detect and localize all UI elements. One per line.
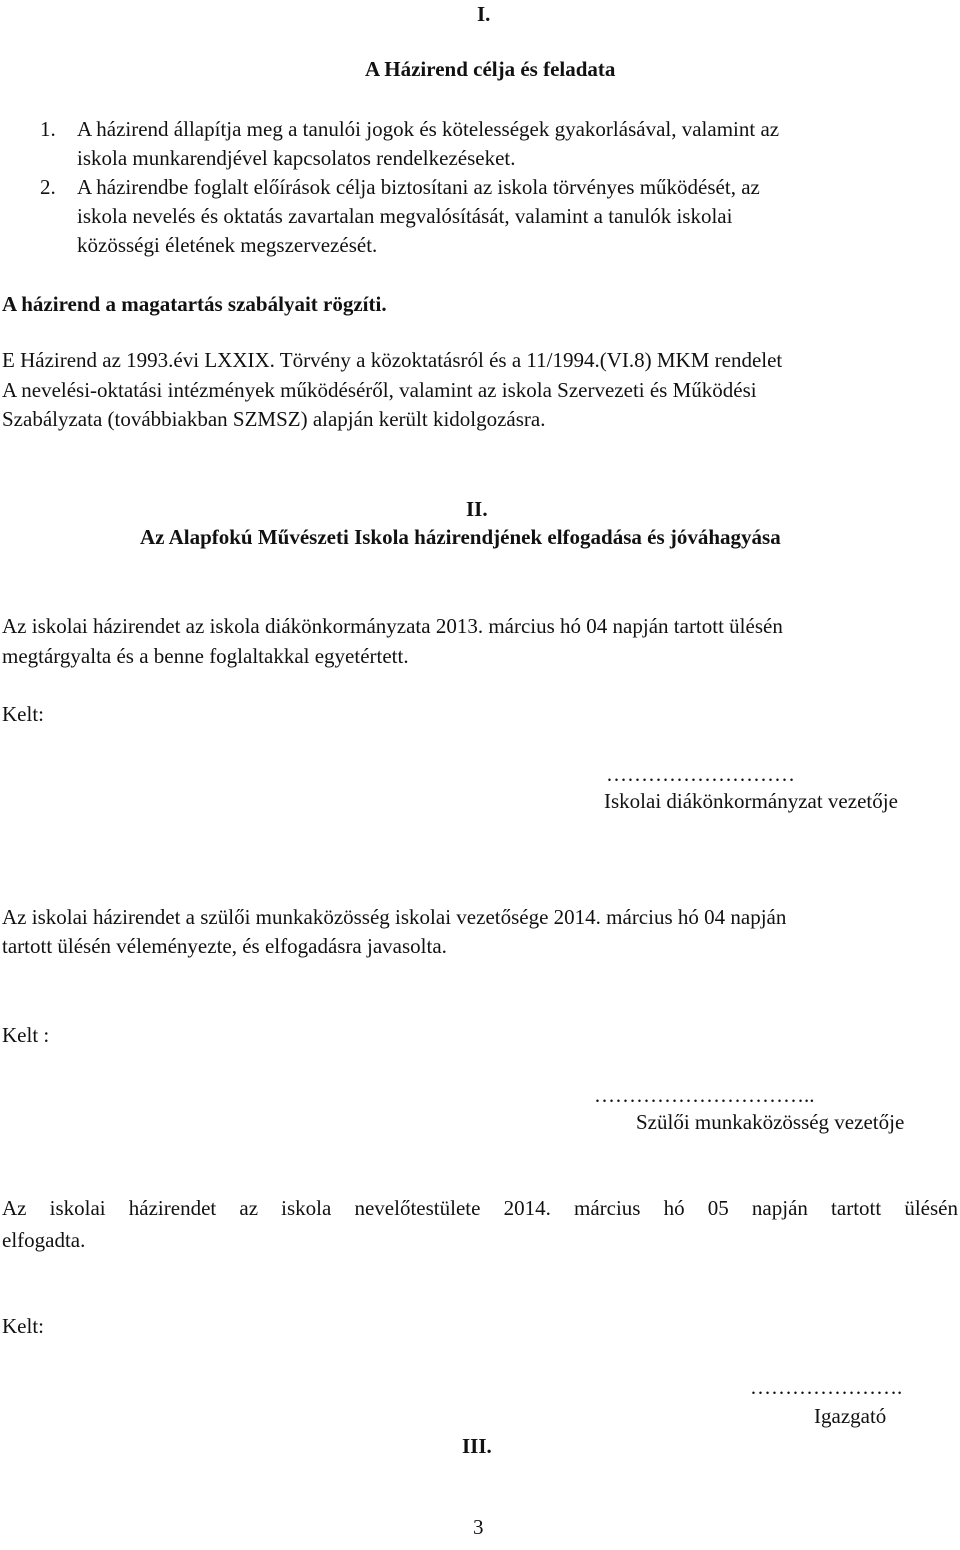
paragraph-line: elfogadta. [2,1228,86,1252]
section-1-title: A Házirend célja és feladata [365,57,616,81]
paragraph-line: A nevelési-oktatási intézmények működéséről, valamint az iskola Szervezeti és Működési [2,378,757,402]
section-3-roman: III. [462,1434,492,1458]
signature-caption: Iskolai diákönkormányzat vezetője [604,789,898,813]
paragraph-line: Az iskolai házirendet a szülői munkaközösség iskolai vezetősége 2014. március hó 04 napján [2,905,787,929]
paragraph-line: megtárgyalta és a benne foglaltakkal egyetértett. [2,644,409,668]
list-line: közösségi életének megszervezését. [77,233,378,257]
signature-line: ………………………….. [594,1083,815,1107]
bold-statement: A házirend a magatartás szabályait rögzíti. [2,292,387,316]
paragraph-line: E Házirend az 1993.évi LXXIX. Törvény a közoktatásról és a 11/1994.(VI.8) MKM rendelet [2,348,783,372]
section-2-title: Az Alapfokú Művészeti Iskola házirendjének elfogadása és jóváhagyása [140,525,781,549]
kelt-label: Kelt: [2,702,44,726]
list-line: A házirend állapítja meg a tanulói jogok és kötelességek gyakorlásával, valamint az [77,117,780,141]
list-number: 2. [40,175,56,199]
kelt-label: Kelt : [2,1023,50,1047]
kelt-label: Kelt: [2,1314,44,1338]
paragraph-line: Az iskolai házirendet az iskola diákönkormányzata 2013. március hó 04 napján tartott ülésén [2,614,783,638]
signature-line: …………………. [750,1375,903,1399]
list-line: iskola nevelés és oktatás zavartalan megvalósítását, valamint a tanulók iskolai [77,204,733,228]
list-number: 1. [40,117,56,141]
paragraph-line: Az iskolai házirendet az iskola nevelőtestülete 2014. március hó 05 napján tartott ülésén [2,1196,958,1220]
signature-caption: Igazgató [814,1404,887,1428]
signature-caption: Szülői munkaközösség vezetője [636,1110,905,1134]
page-number: 3 [473,1515,484,1539]
section-2-roman: II. [466,497,488,521]
signature-line: ……………………… [606,762,795,786]
paragraph-line: tartott ülésén véleményezte, és elfogadásra javasolta. [2,934,447,958]
paragraph-line: Szabályzata (továbbiakban SZMSZ) alapján került kidolgozásra. [2,407,546,431]
section-1-roman: I. [477,2,491,26]
list-line: A házirendbe foglalt előírások célja biztosítani az iskola törvényes működését, az [77,175,760,199]
list-line: iskola munkarendjével kapcsolatos rendelkezéseket. [77,146,516,170]
